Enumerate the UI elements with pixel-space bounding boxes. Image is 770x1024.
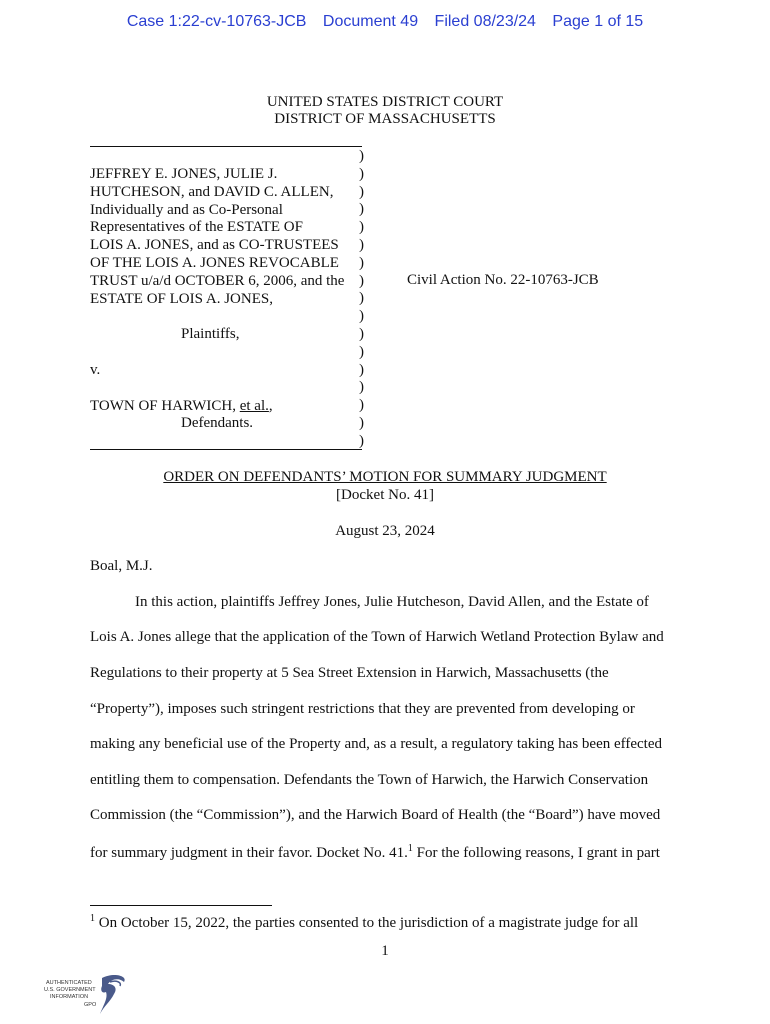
et-al: et al. [239, 398, 269, 414]
caption-paren: ) [359, 236, 364, 253]
caption-parentheses [359, 148, 371, 451]
caption-paren: ) [359, 397, 364, 414]
caption-paren: ) [359, 343, 364, 360]
caption-paren: ) [359, 308, 364, 325]
footnote-reference[interactable]: 1 [407, 843, 413, 854]
plaintiff-line: Individually and as Co-Personal [90, 201, 283, 218]
body-line: “Property”), imposes such stringent restrictions that they are prevented from developing or [90, 701, 635, 717]
footnote-marker: 1 [90, 913, 95, 924]
versus-label: v. [90, 362, 101, 378]
plaintiff-line: Representatives of the ESTATE OF [90, 219, 303, 236]
body-line: entitling them to compensation. Defendants the Town of Harwich, the Harwich Conservation [90, 772, 649, 788]
caption-paren: ) [359, 272, 364, 289]
body-line-last [90, 843, 660, 862]
footnote-rule [90, 905, 272, 906]
caption-paren: ) [359, 379, 364, 396]
gpo-eagle-icon [44, 972, 134, 1018]
body-line: Regulations to their property at 5 Sea Street Extension in Harwich, Massachusetts (the [90, 665, 609, 681]
plaintiff-line: OF THE LOIS A. JONES REVOCABLE [90, 254, 339, 271]
plaintiffs-block [90, 166, 360, 308]
gpo-seal-line: AUTHENTICATED [46, 980, 92, 986]
plaintiff-line: JEFFREY E. JONES, JULIE J. [90, 166, 278, 182]
gpo-seal-line: GPO [84, 1002, 97, 1008]
caption-paren: ) [359, 201, 364, 218]
plaintiff-line: HUTCHESON, and DAVID C. ALLEN, [90, 183, 334, 200]
footnote [90, 913, 638, 932]
defendant-comma: , [268, 398, 273, 414]
plaintiff-line: TRUST u/a/d OCTOBER 6, 2006, and the [90, 272, 345, 289]
plaintiff-line: ESTATE OF LOIS A. JONES, [90, 290, 273, 307]
body-line: In this action, plaintiffs Jeffrey Jones, Julie Hutcheson, David Allen, and the Estate of [135, 594, 649, 610]
docket-reference: [Docket No. 41] [336, 487, 434, 503]
judge-name: Boal, M.J. [90, 558, 153, 574]
defendants-label: Defendants. [181, 415, 254, 431]
plaintiff-line: LOIS A. JONES, and as CO-TRUSTEES [90, 237, 339, 254]
caption-paren: ) [359, 183, 364, 200]
page-indicator: Page 1 of 15 [552, 13, 644, 30]
caption-rule-top [90, 146, 362, 147]
caption-rule-bottom [90, 449, 362, 450]
page-number: 1 [381, 943, 389, 959]
gpo-seal-line: U.S. GOVERNMENT [44, 987, 96, 993]
gpo-seal-line: INFORMATION [50, 994, 89, 1000]
order-title: ORDER ON DEFENDANTS’ MOTION FOR SUMMARY JUDGMENT [163, 469, 607, 485]
plaintiffs-label: Plaintiffs, [181, 326, 240, 342]
body-line: making any beneficial use of the Property and, as a result, a regulatory taking has been effected [90, 736, 663, 752]
body-line: Commission (the “Commission”), and the Harwich Board of Health (the “Board”) have moved [90, 807, 661, 823]
body-text: For the following reasons, I grant in part [412, 845, 660, 861]
gpo-authentication-seal [44, 972, 134, 1018]
court-district: DISTRICT OF MASSACHUSETTS [274, 111, 496, 127]
caption-paren: ) [359, 219, 364, 236]
footnote-text: On October 15, 2022, the parties consented to the jurisdiction of a magistrate judge for all [95, 915, 639, 931]
caption-paren: ) [359, 414, 364, 431]
caption-paren: ) [359, 361, 364, 378]
caption-paren: ) [359, 165, 364, 182]
caption-paren: ) [359, 290, 364, 307]
caption-paren: ) [359, 254, 364, 271]
caption-paren: ) [359, 325, 364, 342]
defendant-town: TOWN OF HARWICH, [90, 398, 236, 414]
body-line: Lois A. Jones allege that the application of the Town of Harwich Wetland Protection Bylaw and [90, 629, 664, 645]
court-heading [0, 94, 770, 128]
filing-stamp [0, 13, 770, 31]
document-number: Document 49 [322, 13, 419, 30]
caption-paren: ) [359, 148, 364, 164]
filed-date: Filed 08/23/24 [434, 13, 536, 30]
order-heading [0, 468, 770, 504]
body-text: for summary judgment in their favor. Docket No. 41. [90, 845, 408, 861]
case-number: Case 1:22-cv-10763-JCB [126, 13, 307, 30]
court-name: UNITED STATES DISTRICT COURT [266, 94, 504, 110]
civil-action-number: Civil Action No. 22-10763-JCB [407, 272, 599, 288]
caption-paren: ) [359, 432, 364, 449]
order-date: August 23, 2024 [335, 523, 435, 539]
defendant-name [90, 398, 360, 416]
